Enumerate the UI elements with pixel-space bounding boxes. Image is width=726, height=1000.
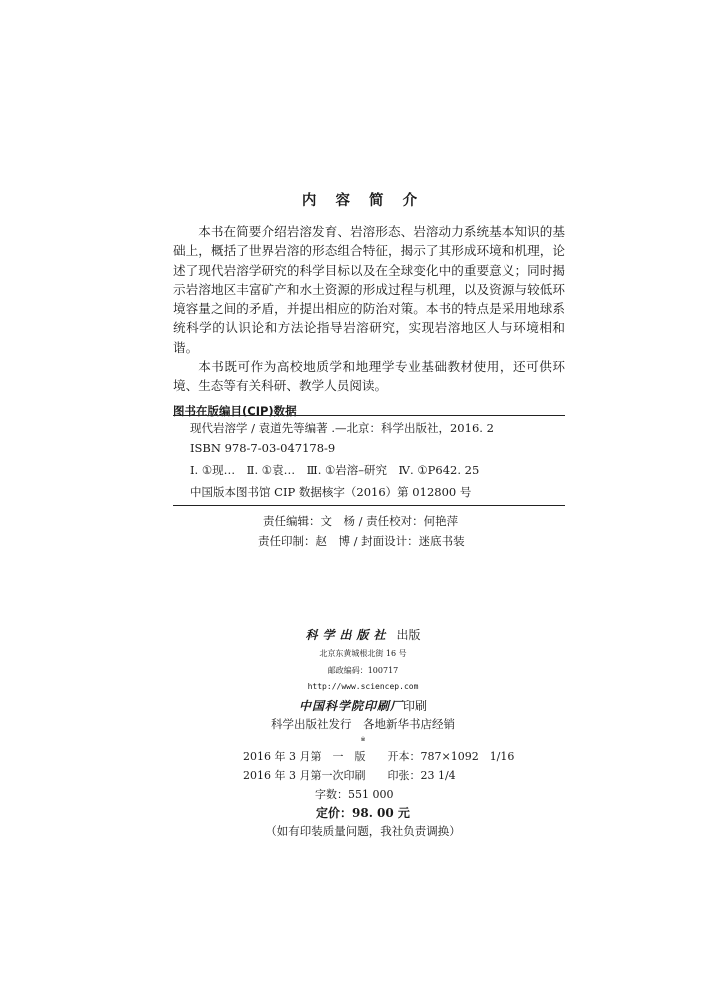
edition-line: 2016 年 3 月第 一 版 开本：787×1092 1/16 [243, 750, 515, 763]
printer-line [0, 697, 726, 714]
separator-mark: ※ [360, 736, 366, 743]
publisher-address: 北京东黄城根北街 16 号 [319, 649, 407, 658]
cip-description: 现代岩溶学 / 袁道先等编著 .—北京：科学出版社，2016. 2 [190, 421, 494, 435]
publisher-postcode: 邮政编码：100717 [327, 666, 399, 675]
cip-number: 中国版本图书馆 CIP 数据核字（2016）第 012800 号 [190, 485, 472, 499]
intro-title: 内 容 简 介 [301, 193, 425, 209]
publisher-url: http://www.sciencep.com [307, 682, 419, 691]
credits-printing-line: 责任印制：赵 博 / 封面设计：迷底书装 [258, 534, 465, 548]
credits-editor-line: 责任编辑：文 杨 / 责任校对：何艳萍 [263, 514, 459, 528]
cip-title: 图书在版编目(CIP)数据 [173, 404, 297, 418]
publisher-line [0, 626, 726, 643]
printer-logo: 中国科学院印刷厂 [298, 699, 403, 713]
printing-line: 2016 年 3 月第一次印刷 印张：23 1/4 [243, 769, 456, 782]
cip-isbn: ISBN 978-7-03-047178-9 [190, 441, 336, 455]
intro-paragraph: 本书在简要介绍岩溶发育、岩溶形态、岩溶动力系统基本知识的基础上，概括了世界岩溶的形态组合特征，揭示了其形成环境和机理，论述了现代岩溶学研究的科学目标以及在全球变化中的重要意义；同时揭示岩溶地区丰富矿产和水土资源的形成过程与机理，以及资源与较低环境容量之间的矛盾，并提出相应的防治对策。本书的特点是采用地球系统科学的认识论和方法论指导岩溶研究，实现岩溶地区人与环境相和谐。 [173, 224, 565, 355]
cip-classification: Ⅰ. ①现… Ⅱ. ①袁… Ⅲ. ①岩溶–研究 Ⅳ. ①P642. 25 [190, 463, 480, 477]
word-count: 字数：551 000 [315, 788, 394, 801]
price: 定价：98. 00 元 [316, 806, 410, 820]
intro-paragraph: 本书既可作为高校地质学和地理学专业基础教材使用，还可供环境、生态等有关科研、教学人员阅读。 [173, 359, 565, 394]
intro-body [173, 222, 565, 396]
printer-suffix: 印刷 [403, 699, 428, 713]
distribution-line: 科学出版社发行 各地新华书店经销 [271, 717, 455, 731]
publisher-logo: 科学出版社 [305, 628, 391, 642]
publisher-suffix: 出版 [396, 628, 421, 642]
quality-notice: （如有印装质量问题，我社负责调换） [265, 824, 461, 838]
